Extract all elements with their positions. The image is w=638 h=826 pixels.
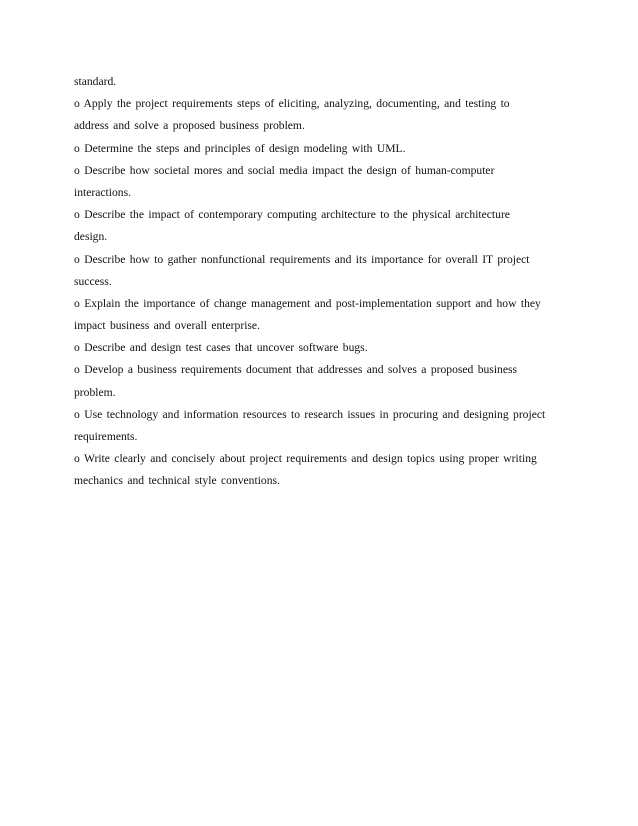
text-line: o Apply the project requirements steps of eliciting, analyzing, documenting, and testing to bbox=[74, 97, 510, 111]
text-line: o Develop a business requirements document that addresses and solves a proposed business bbox=[74, 363, 518, 377]
text-line: impact business and overall enterprise. bbox=[74, 319, 260, 333]
text-line: success. bbox=[74, 274, 112, 288]
document-body bbox=[74, 71, 574, 493]
text-line: o Use technology and information resources to research issues in procuring and designing project bbox=[74, 407, 546, 421]
text-line: o Explain the importance of change management and post-implementation support and how they bbox=[74, 296, 541, 310]
text-line: mechanics and technical style conventions. bbox=[74, 474, 280, 488]
text-line: o Describe and design test cases that uncover software bugs. bbox=[74, 341, 368, 355]
text-line: o Write clearly and concisely about project requirements and design topics using proper writing bbox=[74, 452, 537, 466]
text-line: interactions. bbox=[74, 185, 131, 199]
text-line: problem. bbox=[74, 385, 116, 399]
text-line: design. bbox=[74, 230, 108, 244]
text-line: requirements. bbox=[74, 430, 138, 443]
text-line: o Describe how to gather nonfunctional requirements and its importance for overall IT project bbox=[74, 252, 530, 266]
text-line: o Determine the steps and principles of design modeling with UML. bbox=[74, 141, 406, 155]
text-line: address and solve a proposed business problem. bbox=[74, 119, 305, 133]
text-line: o Describe the impact of contemporary computing architecture to the physical architecture bbox=[74, 208, 510, 222]
text-line: o Describe how societal mores and social media impact the design of human-computer bbox=[74, 163, 495, 177]
text-line: standard. bbox=[74, 75, 117, 88]
